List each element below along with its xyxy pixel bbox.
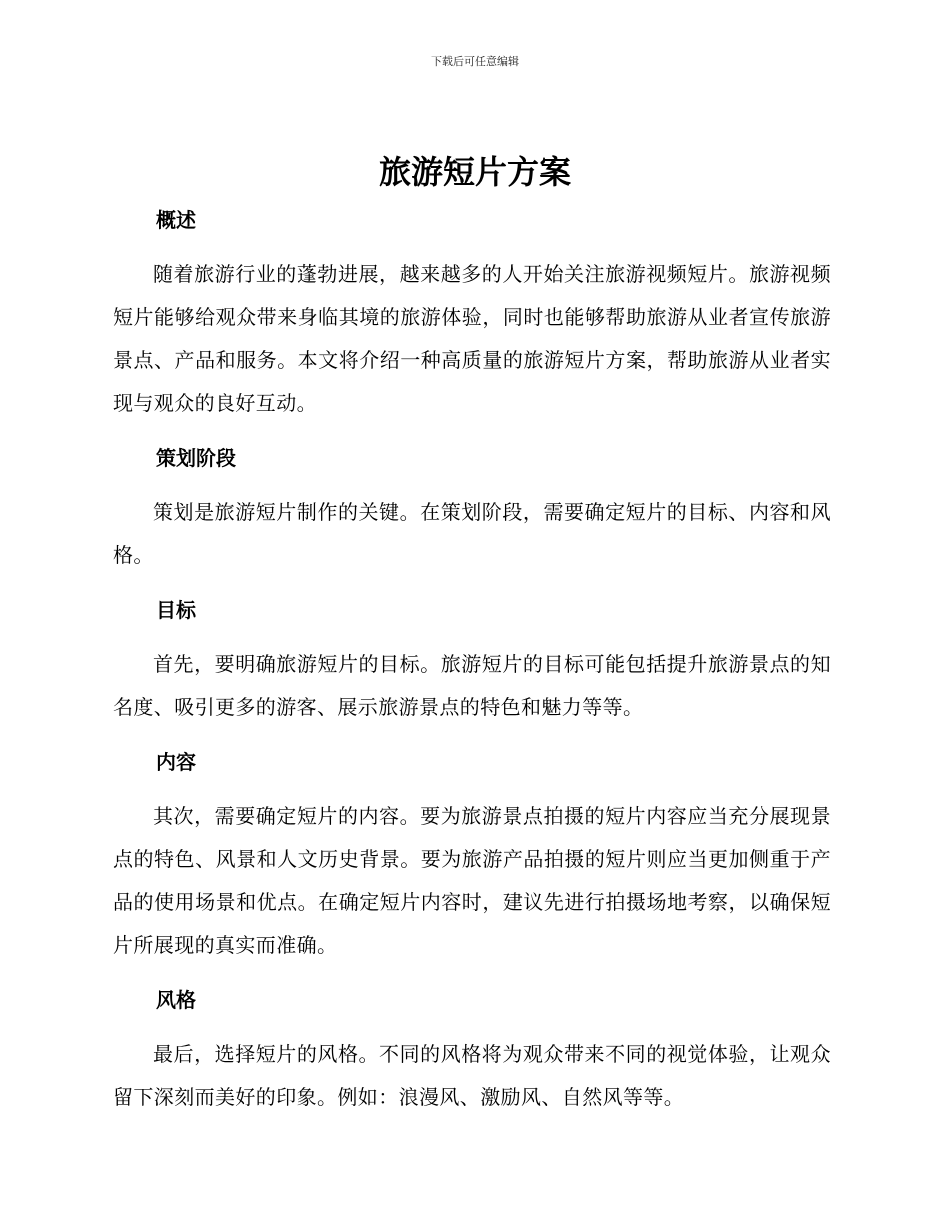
- section-paragraph-goal: 首先，要明确旅游短片的目标。旅游短片的目标可能包括提升旅游景点的知名度、吸引更多的游客、展示旅游景点的特色和魅力等等。: [113, 652, 831, 719]
- section-style: [113, 983, 831, 1119]
- section-content: [113, 745, 831, 983]
- section-heading-overview: 概述: [156, 208, 196, 232]
- section-heading-goal: 目标: [156, 598, 196, 622]
- section-paragraph-content: 其次，需要确定短片的内容。要为旅游景点拍摄的短片内容应当充分展现景点的特色、风景和人文历史背景。要为旅游产品拍摄的短片则应当更加侧重于产品的使用场景和优点。在确定短片内容时，建议先进行拍摄场地考察，以确保短片所展现的真实而准确。: [113, 804, 831, 957]
- section-goal: [113, 593, 831, 745]
- section-paragraph-overview: 随着旅游行业的蓬勃进展，越来越多的人开始关注旅游视频短片。旅游视频短片能够给观众带来身临其境的旅游体验，同时也能够帮助旅游从业者宣传旅游景点、产品和服务。本文将介绍一种高质量的旅游短片方案，帮助旅游从业者实现与观众的良好互动。: [113, 262, 831, 415]
- section-planning: [113, 441, 831, 593]
- document-title: 旅游短片方案: [378, 153, 571, 191]
- section-paragraph-planning: 策划是旅游短片制作的关键。在策划阶段，需要确定短片的目标、内容和风格。: [113, 500, 831, 567]
- section-heading-content: 内容: [156, 750, 196, 774]
- section-heading-style: 风格: [156, 988, 196, 1012]
- document-body: [113, 203, 831, 1119]
- section-overview: [113, 203, 831, 441]
- section-paragraph-style: 最后，选择短片的风格。不同的风格将为观众带来不同的视觉体验，让观众留下深刻而美好的印象。例如：浪漫风、激励风、自然风等等。: [113, 1042, 831, 1109]
- section-heading-planning: 策划阶段: [156, 446, 236, 470]
- page-header-note: 下载后可任意编辑: [431, 55, 519, 68]
